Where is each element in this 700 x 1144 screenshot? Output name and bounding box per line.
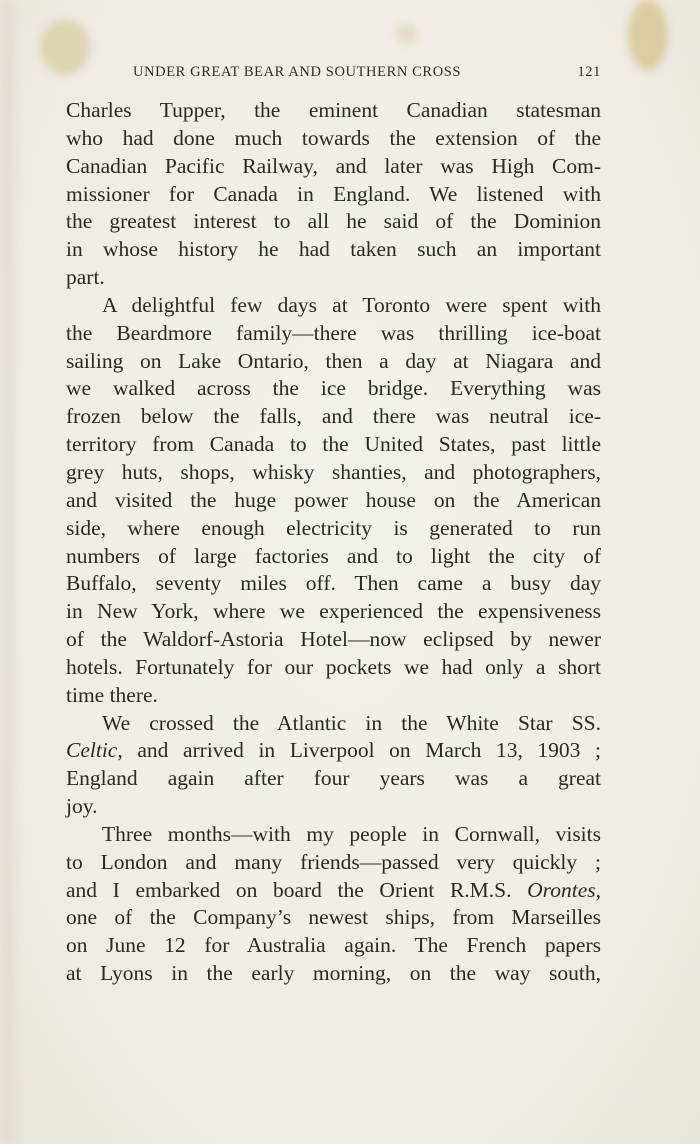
text-line: Canadian Pacific Railway, and later was High Com- [66,153,601,178]
text-line: A delightful few days at Toronto were spent with [102,292,601,317]
text-line: who had done much towards the extension of the [66,125,601,150]
text-line: and visited the huge power house on the American [66,487,601,512]
text-line: part. [66,265,105,290]
text-line: side, where enough electricity is generated to run [66,515,601,540]
text-line: one of the Company’s newest ships, from Marseilles [66,905,601,930]
text-line: Buffalo, seventy miles off. Then came a busy day [66,571,601,596]
text-line: time there. [66,682,158,707]
text-line: at Lyons in the early morning, on the way south, [66,961,601,986]
text-line: sailing on Lake Ontario, then a day at Niagara and [66,348,601,373]
foxing-stain [628,0,668,70]
text-line: in New York, where we experienced the expensiveness [66,599,601,624]
text-line: hotels. Fortunately for our pockets we had only a short [66,654,601,679]
text-line: joy. [66,794,98,819]
page-edge-shadow [0,0,14,1144]
running-head [133,64,601,84]
text-line: on June 12 for Australia again. The French papers [66,933,601,958]
body-text [66,97,601,988]
text-line: and I embarked on board the Orient R.M.S. Orontes, [66,877,601,902]
foxing-stain [396,24,418,44]
text-line: the greatest interest to all he said of the Dominion [66,209,601,234]
text-line: the Beardmore family—there was thrilling ice-boat [66,320,601,345]
foxing-stain [40,20,90,75]
ship-name: Celtic [66,738,118,763]
text-line: England again after four years was a great [66,766,601,791]
text-line: We crossed the Atlantic in the White Star SS. [102,710,601,735]
text-line: Celtic, and arrived in Liverpool on March 13, 1903 ; [66,738,601,763]
ship-name: Orontes [527,877,596,902]
text-line: of the Waldorf-Astoria Hotel—now eclipsed by newer [66,627,601,652]
text-line: to London and many friends—passed very quickly ; [66,849,601,874]
text-line: in whose history he had taken such an important [66,237,601,262]
text-line: we walked across the ice bridge. Everything was [66,376,601,401]
text-line: grey huts, shops, whisky shanties, and photographers, [66,459,601,484]
text-line: missioner for Canada in England. We listened with [66,181,601,206]
text-line: Charles Tupper, the eminent Canadian statesman [66,98,601,122]
page-number: 121 [577,64,601,80]
text-line: Three months—with my people in Cornwall, visits [102,821,601,846]
text-line: numbers of large factories and to light the city of [66,543,601,568]
text-line: territory from Canada to the United States, past little [66,432,601,457]
running-title: UNDER GREAT BEAR AND SOUTHERN CROSS [133,64,462,80]
text-line: frozen below the falls, and there was neutral ice- [66,404,601,429]
